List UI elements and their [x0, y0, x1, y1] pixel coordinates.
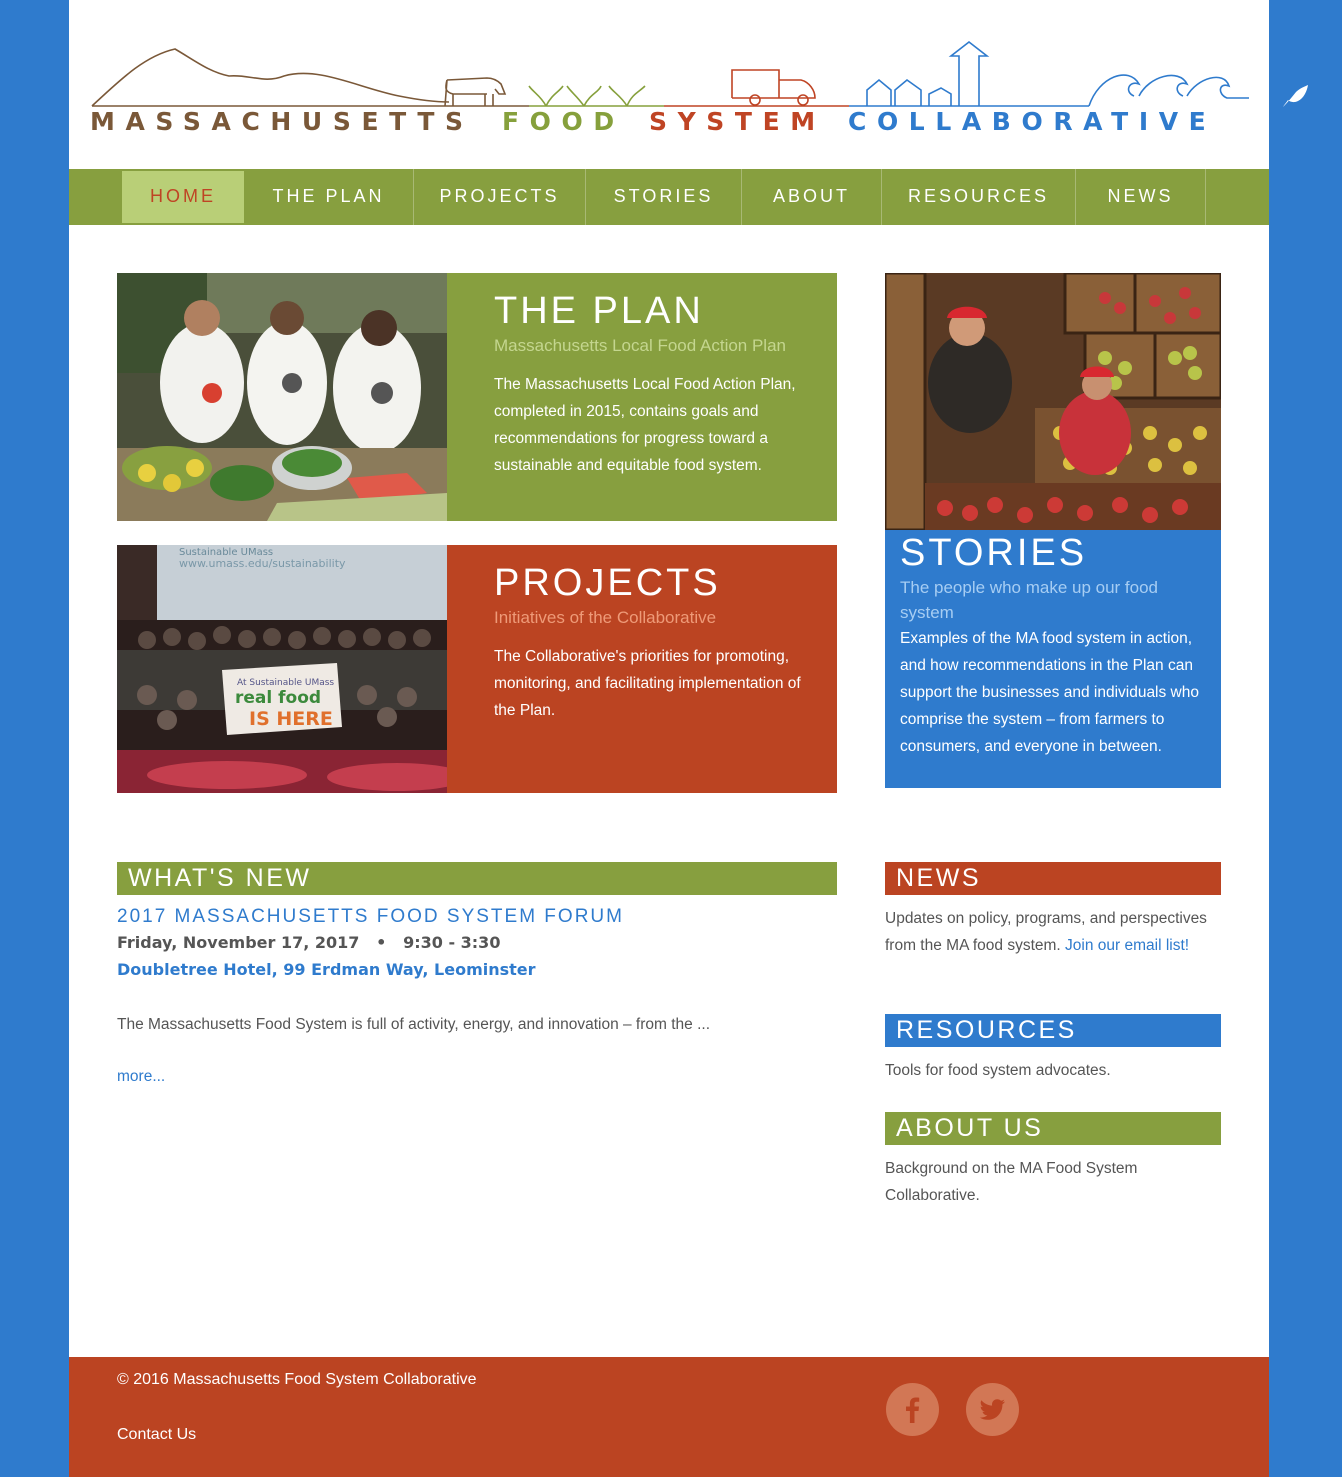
- footer: [69, 1357, 1269, 1477]
- sidebar-news: [885, 862, 1221, 959]
- logo-word-system: SYSTEM: [649, 107, 826, 136]
- twitter-icon[interactable]: [966, 1383, 1019, 1436]
- contact-us-link[interactable]: Contact Us: [117, 1426, 197, 1443]
- stories-subtitle: The people who make up our food system: [900, 578, 1159, 622]
- stories-title[interactable]: STORIES: [900, 532, 1088, 574]
- stories-feature-card[interactable]: [885, 273, 1221, 788]
- stories-description: Examples of the MA food system in action, and how recommendations in the Plan can support the businesses and individuals who comprise the system – from farmers to consumers, and everyone in between.: [900, 630, 1199, 755]
- projects-photo-banner-bottom: IS HERE: [249, 708, 333, 730]
- main-nav: [69, 169, 1269, 225]
- projects-subtitle: Initiatives of the Collaborative: [494, 608, 717, 627]
- page: [69, 0, 1269, 1477]
- plan-feature-card[interactable]: [117, 273, 837, 521]
- more-link[interactable]: more...: [117, 1068, 166, 1085]
- header: [69, 0, 1269, 169]
- projects-photo-screen-text: Sustainable UMass: [179, 547, 274, 558]
- sidebar-about-heading[interactable]: ABOUT US: [885, 1112, 1221, 1145]
- facebook-icon[interactable]: [886, 1383, 939, 1436]
- logo-wordmark[interactable]: [90, 107, 1260, 141]
- logo-word-food: FOOD: [502, 107, 625, 136]
- plan-body: [494, 289, 824, 479]
- footer-copyright: © 2016 Massachusetts Food System Collaborative: [117, 1371, 477, 1388]
- projects-photo-banner-top: At Sustainable UMass: [237, 678, 335, 688]
- whats-new-heading: WHAT'S NEW: [117, 862, 837, 895]
- plan-title[interactable]: THE PLAN: [494, 290, 704, 332]
- logo-word-collaborative: COLLABORATIVE: [848, 107, 1217, 136]
- sidebar-news-text: [885, 905, 1221, 959]
- plan-subtitle: Massachusetts Local Food Action Plan: [494, 336, 786, 355]
- stories-body: [900, 531, 1212, 760]
- projects-feature-card[interactable]: [117, 545, 837, 793]
- nav-stories[interactable]: STORIES: [586, 169, 742, 225]
- event-location: Doubletree Hotel, 99 Erdman Way, Leominster: [117, 960, 536, 979]
- nav-home[interactable]: HOME: [122, 171, 244, 223]
- sidebar-about: [885, 1112, 1221, 1209]
- leaf-icon: [1280, 82, 1310, 110]
- sidebar-news-text-body: Updates on policy, programs, and perspectives from the MA food system.: [885, 910, 1207, 954]
- projects-photo-banner-mid: real food: [235, 688, 322, 708]
- sidebar-resources: [885, 1014, 1221, 1084]
- event-excerpt: The Massachusetts Food System is full of activity, energy, and innovation – from the ...: [117, 1016, 711, 1033]
- logo-illustration[interactable]: [89, 36, 1259, 112]
- sidebar-news-heading[interactable]: NEWS: [885, 862, 1221, 895]
- join-email-link[interactable]: Join our email list!: [1065, 937, 1190, 954]
- nav-about[interactable]: ABOUT: [742, 169, 882, 225]
- event-title-link[interactable]: 2017 MASSACHUSETTS FOOD SYSTEM FORUM: [117, 906, 624, 927]
- projects-title[interactable]: PROJECTS: [494, 562, 721, 604]
- stories-photo: [885, 273, 1221, 530]
- nav-the-plan[interactable]: THE PLAN: [244, 169, 414, 225]
- sidebar-about-text: Background on the MA Food System Collaborative.: [885, 1160, 1138, 1204]
- projects-photo-url-text: www.umass.edu/sustainability: [179, 557, 346, 570]
- whats-new-section: [117, 862, 837, 1086]
- nav-projects[interactable]: PROJECTS: [414, 169, 586, 225]
- sidebar-resources-heading[interactable]: RESOURCES: [885, 1014, 1221, 1047]
- nav-resources[interactable]: RESOURCES: [882, 169, 1076, 225]
- sidebar-resources-text: Tools for food system advocates.: [885, 1062, 1111, 1079]
- nav-news[interactable]: NEWS: [1076, 169, 1206, 225]
- logo-word-massachusetts: MASSACHUSETTS: [90, 107, 474, 136]
- event-date: Friday, November 17, 2017 • 9:30 - 3:30: [117, 933, 501, 952]
- plan-description: The Massachusetts Local Food Action Plan, completed in 2015, contains goals and recommendations for progress toward a sustainable and equitable food system.: [494, 376, 796, 474]
- projects-body: [494, 561, 824, 724]
- projects-photo: [117, 545, 447, 793]
- plan-photo: [117, 273, 447, 521]
- projects-description: The Collaborative's priorities for promoting, monitoring, and facilitating implementation of the Plan.: [494, 648, 801, 719]
